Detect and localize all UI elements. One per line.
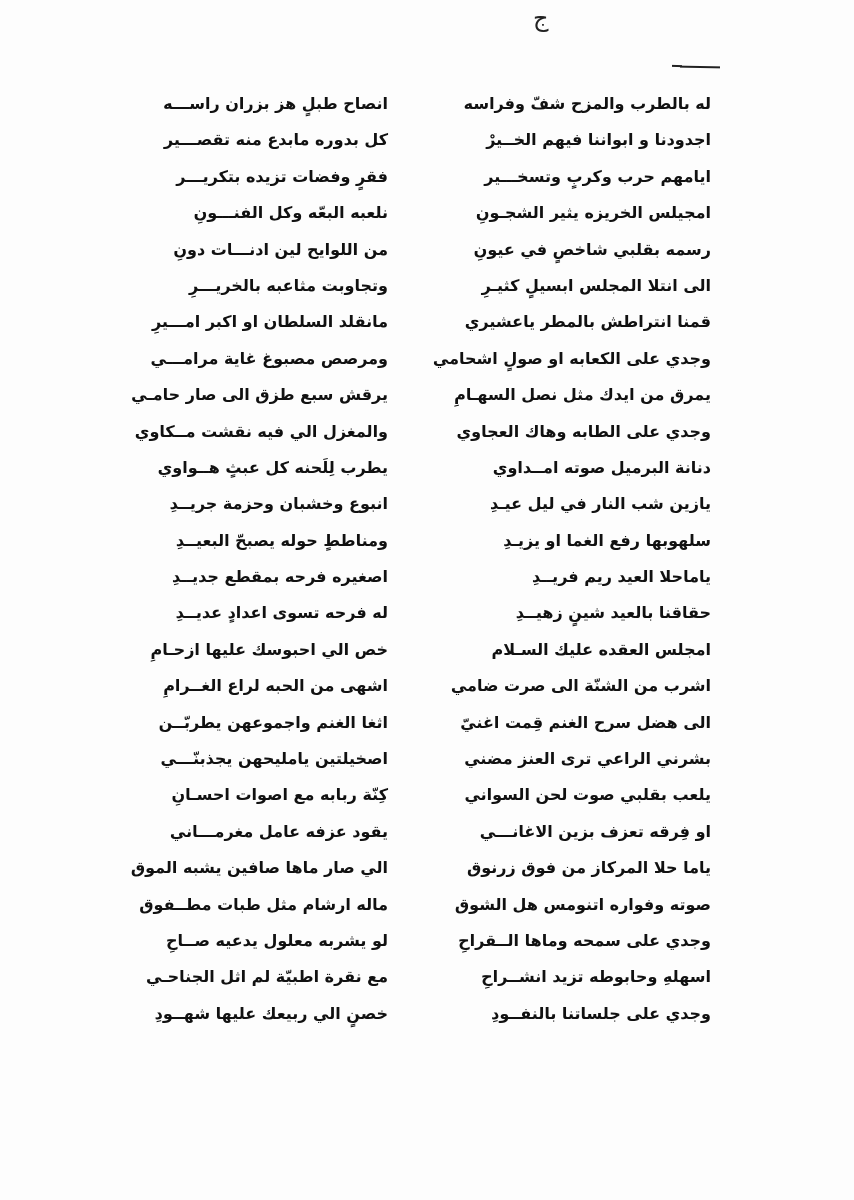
- poem-line: الى هضل سرح الغنم قِمت اغنيّ: [460, 712, 711, 732]
- poem-line: اجدودنا و ابواننا فيهم الخــيرْ: [486, 130, 711, 150]
- poem-line: ياما حلا المركاز من فوق زرنوق: [466, 858, 711, 878]
- poem-right-column: [421, 86, 711, 1032]
- page-mark: ج: [533, 4, 549, 32]
- poem-line: رسمه بقلبي شاخصٍ في عيونِ: [473, 239, 711, 259]
- poem-left-column: [88, 86, 388, 1032]
- poem-line: ماله ارشام مثل طبات مطــفوق: [139, 894, 388, 914]
- poem-line: له فرحه تسوى اعدادٍ عديــدِ: [175, 603, 388, 623]
- poem-line: بشرني الراعي ترى العنز مضني: [464, 749, 711, 769]
- poem-line: لو يشربه معلول يدعيه صــاحِ: [165, 930, 388, 950]
- poem-line: ايامهم حرب وكربٍ وتسخـــير: [484, 166, 711, 186]
- poem-line: وجدي على سمحه وماها الــقراحِ: [458, 930, 711, 950]
- poem-line: او فِرقه تعزف بزين الاغانـــي: [479, 821, 711, 841]
- poem-line: انصاح طبلٍ هز بزران راســـه: [163, 94, 388, 113]
- poem-line: صوته وفواره اتنومس هل الشوق: [454, 894, 711, 914]
- poem-line: اصغيره فرحه بمقطع جديــدِ: [171, 567, 388, 587]
- poem-line: اصخيلتين يامليحهن يجذبنّـــي: [160, 749, 388, 769]
- poem-line: ياماحلا العيد ريم فريــدِ: [532, 567, 711, 587]
- poem-line: من اللوايح لين ادنـــات دونِ: [173, 239, 388, 259]
- poem-line: وتجاوبت مثاعبه بالخريـــرِ: [188, 275, 388, 295]
- poem-line: اسهلهِ وحابوطه تزيد انشــراحِ: [481, 967, 711, 987]
- poem-line: يازين شب النار في ليل عيـدِ: [489, 494, 711, 514]
- poem-line: خص الي احبوسك عليها ازحـامِ: [150, 639, 388, 659]
- poem-line: امجلس العقده عليك السـلام: [491, 639, 711, 659]
- poem-line: يمرق من ايدك مثل نصل السهـامِ: [454, 385, 711, 405]
- poem-line: الي صار ماها صافين يشبه الموق: [130, 858, 388, 878]
- poem-line: فقرٍ وفضات تزيده بتكريـــر: [176, 166, 388, 186]
- poem-line: وجدي على جلساتنا بالنفــودِ: [491, 1003, 711, 1023]
- poem-line: الى انتلا المجلس ابسيلٍ كثيـرِ: [481, 275, 711, 295]
- poem-line: اثغا الغنم واجموعهن يطربّــن: [158, 712, 388, 732]
- poem-line: له بالطرب والمزح شفّ وفراسه: [463, 94, 711, 113]
- poem-line: قمنا انتراطش بالمطر ياعشيري: [464, 312, 711, 332]
- poem-line: خصنٍ الي ربيعك عليها شهــودِ: [154, 1003, 388, 1023]
- poem-line: مانقلد السلطان او اكبر امـــيرِ: [151, 312, 388, 332]
- poem-line: انبوع وخشبان وحزمة جريــدِ: [169, 494, 388, 514]
- poem-line: ومرصص مصبوغ غاية مرامـــي: [150, 348, 388, 368]
- poem-line: يطرب لِلَحنه كل عبثٍ هــواوي: [157, 457, 388, 477]
- poem-line: كِنّة ربابه مع اصوات احسـانِ: [171, 785, 388, 805]
- poem-line: سلهوبها رفع الغما او يزيـدِ: [503, 530, 711, 550]
- poem-line: يرقش سبع طزق الى صار حامـي: [131, 385, 388, 405]
- poem-line: امجيلس الخريزه يثير الشجـونِ: [475, 203, 711, 223]
- poem-line: نلعبه البعّه وكل الفنـــونِ: [193, 203, 388, 223]
- poem-line: وجدي على الكعابه او صولٍ اشحامي: [432, 348, 711, 368]
- top-rule: [680, 66, 720, 69]
- poem-line: اشرب من الشنّة الى صرت ضامي: [450, 676, 711, 696]
- poem-line: وجدي على الطابه وهاك العجاوي: [456, 421, 711, 441]
- poem-line: يقود عزفه عامل مغرمـــاني: [169, 821, 388, 841]
- poem-line: مع نقرة اطبيّة لم اثل الجناحـي: [145, 967, 388, 987]
- poem-line: ومناططٍ حوله يصبحّ البعيــدِ: [175, 530, 388, 550]
- poem-line: والمغزل الي فيه نقشت مــكاوي: [134, 421, 388, 441]
- poem-line: كل بدوره مابدع منه تقصـــير: [163, 130, 388, 150]
- poem-line: دنانة البرميل صوته امــداوي: [492, 457, 711, 477]
- poem-line: يلعب بقلبي صوت لحن السواني: [464, 785, 711, 805]
- poem-line: اشهى من الحبه لراع الغــرامِ: [163, 676, 388, 696]
- poem-line: حقاقنا بالعيد شينٍ زهيــدِ: [515, 603, 711, 623]
